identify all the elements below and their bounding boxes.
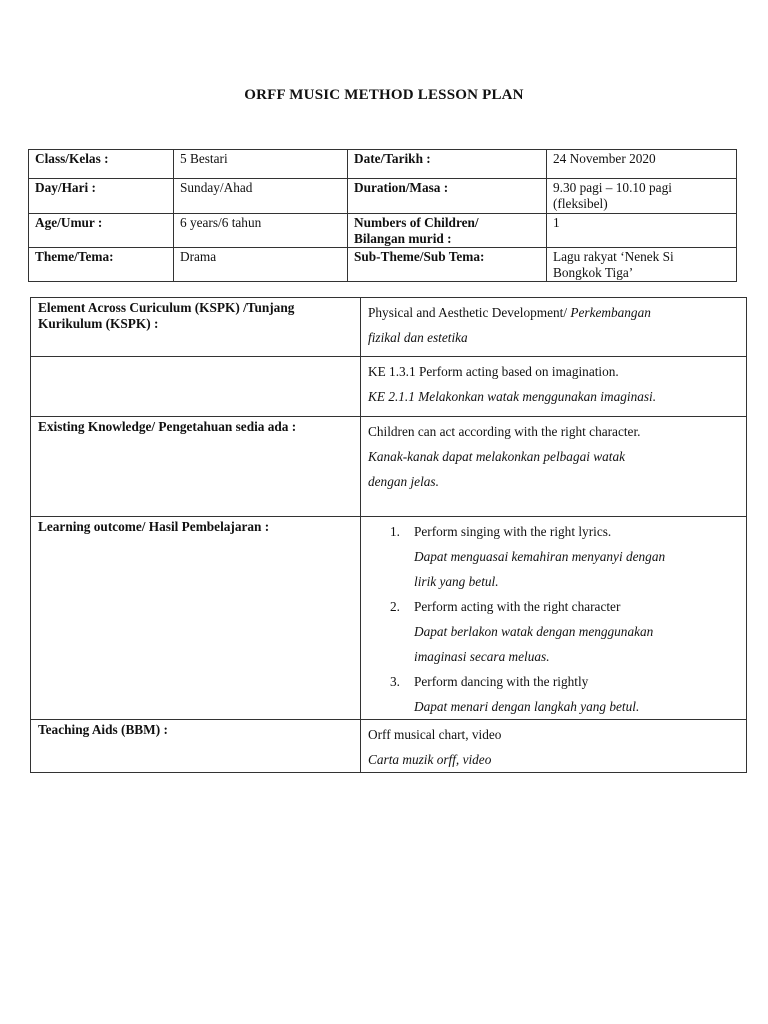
- existing-en: Children can act according with the right character.: [368, 424, 641, 439]
- outcome-label: Learning outcome/ Hasil Pembelajaran :: [31, 517, 361, 720]
- element-value-normal: Physical and Aesthetic Development/: [368, 305, 571, 320]
- plan-row-ke: [31, 357, 747, 417]
- plan-row-aids: [31, 720, 747, 773]
- plan-row-element: [31, 298, 747, 357]
- outcome-en: Perform singing with the right lyrics.: [414, 524, 612, 539]
- outcome-en: Perform dancing with the rightly: [414, 674, 589, 689]
- element-label-line-1: Element Across Curiculum (KSPK) /Tunjang: [38, 300, 295, 315]
- class-label: Class/Kelas :: [29, 150, 174, 179]
- subtheme-label: Sub-Theme/Sub Tema:: [348, 248, 547, 282]
- aids-en: Orff musical chart, video: [368, 727, 502, 742]
- duration-value-line-1: 9.30 pagi – 10.10 pagi: [553, 180, 672, 195]
- theme-value: Drama: [174, 248, 348, 282]
- children-label-line-2: Bilangan murid :: [354, 231, 452, 246]
- outcome-item: [368, 519, 740, 594]
- existing-label: Existing Knowledge/ Pengetahuan sedia ada :: [31, 417, 361, 517]
- element-value: [361, 298, 747, 357]
- duration-value-line-2: (fleksibel): [553, 196, 608, 211]
- duration-value: [547, 179, 737, 214]
- date-label: Date/Tarikh :: [348, 150, 547, 179]
- aids-ms: Carta muzik orff, video: [368, 752, 492, 767]
- outcome-ms-line-1: Dapat berlakon watak dengan menggunakan: [414, 624, 654, 639]
- aids-value: [361, 720, 747, 773]
- day-label: Day/Hari :: [29, 179, 174, 214]
- age-label: Age/Umur :: [29, 214, 174, 248]
- plan-row-outcome: [31, 517, 747, 720]
- outcome-number: 2.: [390, 599, 400, 614]
- element-value-italic-1: Perkembangan: [570, 305, 651, 320]
- outcome-item: [368, 594, 740, 669]
- plan-table: [30, 297, 747, 773]
- existing-value: [361, 417, 747, 517]
- outcome-list: [368, 519, 740, 719]
- page-title: ORFF MUSIC METHOD LESSON PLAN: [244, 87, 524, 103]
- children-label: [348, 214, 547, 248]
- outcome-number: 1.: [390, 524, 400, 539]
- info-row-age: [29, 214, 737, 248]
- existing-ms-line-2: dengan jelas.: [368, 474, 439, 489]
- info-row-theme: [29, 248, 737, 282]
- ke-ms: KE 2.1.1 Melakonkan watak menggunakan imaginasi.: [368, 389, 657, 404]
- outcome-value: [361, 517, 747, 720]
- info-row-day: [29, 179, 737, 214]
- ke-value: [361, 357, 747, 417]
- element-label: [31, 298, 361, 357]
- outcome-item: [368, 669, 740, 719]
- element-label-line-2: Kurikulum (KSPK) :: [38, 316, 159, 331]
- outcome-ms-line-1: Dapat menguasai kemahiran menyanyi dengan: [414, 549, 666, 564]
- outcome-ms-line-1: Dapat menari dengan langkah yang betul.: [414, 699, 640, 714]
- duration-label: Duration/Masa :: [348, 179, 547, 214]
- element-value-italic-2: fizikal dan estetika: [368, 330, 468, 345]
- date-value: 24 November 2020: [547, 150, 737, 179]
- class-value: 5 Bestari: [174, 150, 348, 179]
- subtheme-value: [547, 248, 737, 282]
- outcome-ms-line-2: lirik yang betul.: [414, 574, 499, 589]
- aids-label: Teaching Aids (BBM) :: [31, 720, 361, 773]
- plan-row-existing: [31, 417, 747, 517]
- existing-ms-line-1: Kanak-kanak dapat melakonkan pelbagai watak: [368, 449, 626, 464]
- info-row-class: [29, 150, 737, 179]
- children-label-line-1: Numbers of Children/: [354, 215, 479, 230]
- children-value: 1: [547, 214, 737, 248]
- day-value: Sunday/Ahad: [174, 179, 348, 214]
- ke-label-empty: [31, 357, 361, 417]
- age-value: 6 years/6 tahun: [174, 214, 348, 248]
- outcome-en: Perform acting with the right character: [414, 599, 621, 614]
- info-table: [28, 149, 737, 282]
- ke-en: KE 1.3.1 Perform acting based on imagination.: [368, 364, 619, 379]
- theme-label: Theme/Tema:: [29, 248, 174, 282]
- outcome-number: 3.: [390, 674, 400, 689]
- subtheme-value-line-1: Lagu rakyat ‘Nenek Si: [553, 249, 674, 264]
- subtheme-value-line-2: Bongkok Tiga’: [553, 265, 634, 280]
- outcome-ms-line-2: imaginasi secara meluas.: [414, 649, 550, 664]
